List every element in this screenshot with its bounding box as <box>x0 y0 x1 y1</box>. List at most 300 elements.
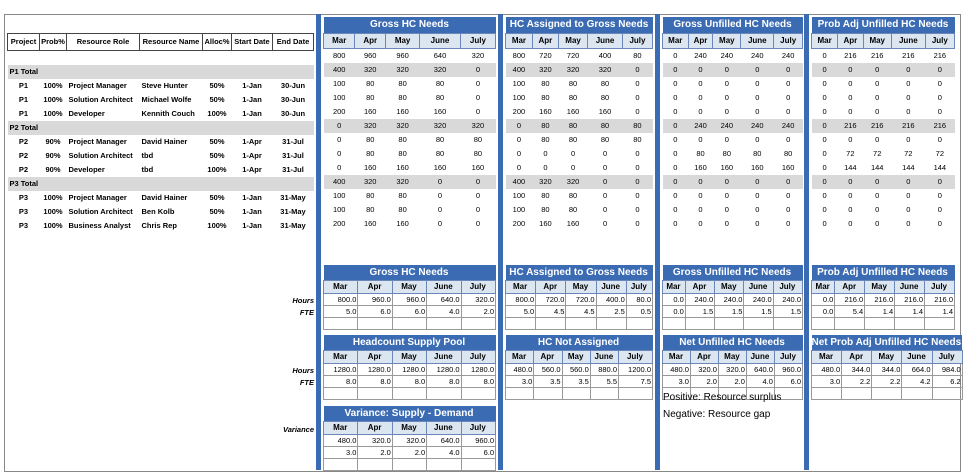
value-cell: 320.0 <box>358 435 392 447</box>
value-cell: 72 <box>935 149 945 158</box>
value-cell: 2.0 <box>392 447 426 459</box>
month-cell: Apr <box>358 281 392 294</box>
summary-row <box>324 364 496 376</box>
value-cell: 0 <box>635 191 640 200</box>
value-cell: 0 <box>822 79 827 88</box>
value-cell: 984.0 <box>932 364 962 376</box>
value-cell: 80 <box>435 93 445 102</box>
block-row <box>663 203 803 217</box>
resource-row <box>8 191 314 205</box>
value-cell: 0 <box>420 175 461 189</box>
month-cell: Apr <box>842 351 872 364</box>
value-cell: 100 <box>332 93 346 102</box>
summary-title: HC Not Assigned <box>506 335 653 351</box>
value-cell: 1.5 <box>744 306 773 318</box>
value-cell: 0 <box>713 175 741 189</box>
value-cell: 0 <box>812 63 838 77</box>
value-cell: 800.0 <box>324 294 358 306</box>
value-cell: 80 <box>366 149 375 158</box>
cell: P2 <box>18 165 29 174</box>
value-cell: 0 <box>460 63 495 77</box>
value-cell: 1280.0 <box>392 364 426 376</box>
value-cell: 80 <box>783 149 793 158</box>
value-cell: 344.0 <box>842 364 872 376</box>
value-cell: 80 <box>398 191 407 200</box>
value-cell: 0 <box>848 219 853 228</box>
value-cell: 0 <box>602 219 608 228</box>
summary-block <box>323 265 496 330</box>
cell: 50% <box>209 193 225 202</box>
value-cell: 100 <box>512 205 526 214</box>
value-cell: 0 <box>786 205 791 214</box>
value-cell: 0 <box>724 135 729 144</box>
block-row <box>663 189 803 203</box>
value-cell: 0 <box>475 191 480 200</box>
value-cell: 1280.0 <box>427 364 461 376</box>
block-row <box>506 91 653 105</box>
value-cell: 80 <box>753 149 762 158</box>
block-row <box>663 133 803 147</box>
cell: P3 <box>18 221 29 230</box>
value-cell: 1200.0 <box>619 364 653 376</box>
value-cell: 80 <box>633 135 642 144</box>
value-cell: 0 <box>724 79 729 88</box>
block-title: Prob Adj Unfilled HC Needs <box>812 17 955 34</box>
value-cell: 240 <box>720 51 734 60</box>
value-cell: 0 <box>337 135 342 144</box>
divider <box>655 14 660 470</box>
value-cell: 320 <box>532 63 558 77</box>
value-cell: 320 <box>355 175 386 189</box>
block-row <box>663 77 803 91</box>
value-cell: 320 <box>386 63 420 77</box>
block-title: HC Assigned to Gross Needs <box>506 17 653 34</box>
month-cell: Mar <box>324 34 355 49</box>
block-row <box>812 119 955 133</box>
value-cell: 8.0 <box>427 376 461 388</box>
month-header <box>324 351 496 364</box>
value-cell: 400 <box>324 63 355 77</box>
value-cell: 0 <box>875 79 880 88</box>
value-cell: 0 <box>937 205 942 214</box>
block-row <box>506 105 653 119</box>
month-cell: Mar <box>506 34 533 49</box>
value-cell: 80 <box>366 205 375 214</box>
cell: David Hainer <box>141 137 188 146</box>
value-cell: 80 <box>541 205 550 214</box>
value-cell: 240 <box>694 51 707 60</box>
month-cell: May <box>392 422 426 435</box>
block-row <box>324 175 496 189</box>
summary-row <box>324 435 496 447</box>
value-cell: 160 <box>539 107 552 116</box>
value-cell: 216 <box>925 119 954 133</box>
value-cell: 0 <box>822 149 827 158</box>
value-cell: 0 <box>741 175 774 189</box>
value-cell: 240 <box>781 51 795 60</box>
month-header <box>663 281 803 294</box>
block-row <box>663 49 803 64</box>
cell <box>140 65 203 79</box>
block-row <box>663 63 803 77</box>
block-row <box>324 217 496 231</box>
value-cell: 0 <box>698 79 703 88</box>
cell <box>40 121 67 135</box>
value-cell: 0 <box>822 107 827 116</box>
value-cell: 240 <box>774 119 803 133</box>
month-cell: Apr <box>536 281 566 294</box>
month-cell: May <box>865 281 895 294</box>
value-cell: 0 <box>755 191 760 200</box>
value-cell: 0 <box>437 191 443 200</box>
month-cell: Apr <box>534 351 562 364</box>
value-cell: 160 <box>363 219 377 228</box>
block-row <box>812 105 955 119</box>
month-cell: Apr <box>358 351 392 364</box>
cell: Ben Kolb <box>141 207 175 216</box>
value-cell: 160 <box>720 163 734 172</box>
summary-row <box>506 306 653 318</box>
value-cell: 0 <box>848 205 853 214</box>
block-row <box>812 91 955 105</box>
value-cell: 0 <box>822 205 827 214</box>
value-cell: 80 <box>366 191 375 200</box>
block-row <box>663 147 803 161</box>
value-cell: 0 <box>437 219 443 228</box>
block-row <box>324 77 496 91</box>
value-cell: 2.0 <box>461 306 495 318</box>
value-cell: 80 <box>366 79 375 88</box>
value-cell: 80 <box>435 135 445 144</box>
value-cell: 320 <box>558 63 587 77</box>
column-header: Project <box>8 34 40 51</box>
value-cell: 2.0 <box>690 376 718 388</box>
column-header: End Date <box>273 34 314 51</box>
value-cell: 0 <box>848 93 853 102</box>
month-cell: Apr <box>690 351 718 364</box>
summary-block <box>662 265 803 330</box>
value-cell: 160 <box>781 163 795 172</box>
cell: 1-Jan <box>242 95 262 104</box>
cell: 50% <box>209 207 225 216</box>
summary-title: Gross HC Needs <box>324 265 496 281</box>
value-cell: 960 <box>396 51 409 60</box>
cell: 31-May <box>280 221 306 230</box>
value-cell: 960 <box>363 51 377 60</box>
block-row <box>663 161 803 175</box>
value-cell: 480.0 <box>663 364 691 376</box>
value-cell: 216 <box>902 51 915 60</box>
block-row <box>663 119 803 133</box>
block-row <box>812 161 955 175</box>
value-cell: 0 <box>925 175 954 189</box>
value-cell: 80 <box>541 135 550 144</box>
block-row <box>506 175 653 189</box>
value-cell: 800 <box>512 51 526 60</box>
value-cell: 80 <box>568 93 578 102</box>
summary-title: HC Assigned to Gross Needs <box>506 265 653 281</box>
month-cell: June <box>420 34 461 49</box>
cell: 90% <box>45 165 61 174</box>
value-cell: 200 <box>332 219 346 228</box>
month-cell: May <box>715 281 744 294</box>
resource-row <box>8 93 314 107</box>
value-cell: 0 <box>698 205 703 214</box>
summary-row <box>324 447 496 459</box>
month-cell: June <box>427 422 461 435</box>
value-cell: 0 <box>906 93 911 102</box>
summary-row <box>663 306 803 318</box>
resource-row <box>8 219 314 233</box>
value-cell: 0 <box>698 135 703 144</box>
value-cell: 160 <box>433 107 447 116</box>
value-cell: 0.0 <box>812 306 835 318</box>
value-cell: 80 <box>366 93 375 102</box>
value-cell: 480.0 <box>324 435 358 447</box>
cell: P1 <box>18 81 29 90</box>
value-cell: 0 <box>822 51 827 60</box>
value-cell: 0 <box>337 149 342 158</box>
value-cell: 0 <box>663 63 689 77</box>
value-cell: 5.0 <box>506 306 536 318</box>
value-cell: 0 <box>673 205 678 214</box>
needs-block <box>662 17 803 231</box>
summary-title: Variance: Supply - Demand <box>324 406 496 422</box>
month-cell: July <box>925 281 955 294</box>
value-cell: 200 <box>512 219 526 228</box>
value-cell: 80 <box>541 93 550 102</box>
value-cell: 240.0 <box>773 294 802 306</box>
value-cell: 320.0 <box>392 435 426 447</box>
month-cell: Apr <box>685 281 714 294</box>
row-label: Variance <box>283 425 314 434</box>
value-cell: 216.0 <box>865 294 895 306</box>
block-row <box>324 105 496 119</box>
value-cell: 80 <box>435 79 445 88</box>
value-cell: 0 <box>822 219 827 228</box>
column-header: Prob% <box>40 34 67 51</box>
value-cell: 0 <box>822 191 827 200</box>
value-cell: 216.0 <box>895 294 925 306</box>
value-cell: 240 <box>713 119 741 133</box>
value-cell: 3.0 <box>506 376 534 388</box>
cell: 1-Jan <box>242 221 262 230</box>
cell: 1-Jan <box>242 109 262 118</box>
month-cell: June <box>744 281 773 294</box>
cell: 30-Jun <box>280 109 306 118</box>
value-cell: 0 <box>937 107 942 116</box>
summary-title: Prob Adj Unfilled HC Needs <box>812 265 955 281</box>
value-cell: 640.0 <box>746 364 774 376</box>
value-cell: 80 <box>398 205 407 214</box>
block-row <box>506 147 653 161</box>
value-cell: 0 <box>698 107 703 116</box>
value-cell: 0 <box>635 107 640 116</box>
value-cell: 5.5 <box>590 376 618 388</box>
cell <box>67 121 140 135</box>
value-cell: 0 <box>673 149 678 158</box>
value-cell: 0 <box>516 149 522 158</box>
month-cell: Mar <box>324 422 358 435</box>
summary-row <box>324 376 496 388</box>
value-cell: 0 <box>925 63 954 77</box>
block-row <box>812 203 955 217</box>
value-cell: 160 <box>471 163 485 172</box>
cell: 90% <box>45 151 61 160</box>
cell <box>232 121 273 135</box>
block-row <box>324 161 496 175</box>
value-cell: 80 <box>568 191 578 200</box>
value-cell: 72 <box>904 149 913 158</box>
summary-row <box>324 306 496 318</box>
cell <box>40 65 67 79</box>
value-cell: 0 <box>875 135 880 144</box>
cell: 100% <box>43 207 63 216</box>
cell: P2 Total <box>8 121 40 135</box>
column-header: Start Date <box>232 34 273 51</box>
value-cell: 0 <box>635 93 640 102</box>
block-row <box>812 49 955 64</box>
divider <box>316 14 321 470</box>
cell: 100% <box>43 95 63 104</box>
summary-block <box>662 335 803 400</box>
value-cell: 0 <box>838 175 863 189</box>
value-cell: 0 <box>848 79 853 88</box>
resource-row <box>8 205 314 219</box>
month-cell: Mar <box>812 34 838 49</box>
month-cell: July <box>619 351 653 364</box>
resource-row <box>8 135 314 149</box>
month-cell: July <box>622 34 652 49</box>
block-row <box>324 49 496 64</box>
month-header <box>812 281 955 294</box>
cell: 50% <box>209 81 225 90</box>
value-cell: 160 <box>598 107 612 116</box>
cell <box>232 51 273 66</box>
value-cell: 400 <box>324 175 355 189</box>
cell <box>273 51 314 66</box>
value-cell: 480.0 <box>812 364 842 376</box>
month-header <box>812 351 963 364</box>
block-row <box>663 105 803 119</box>
value-cell: 80 <box>600 79 610 88</box>
value-cell: 1.5 <box>685 306 714 318</box>
cell: P1 <box>18 109 29 118</box>
cell <box>203 51 232 66</box>
block-row <box>812 217 955 231</box>
value-cell: 640.0 <box>427 435 461 447</box>
value-cell: 0 <box>863 63 891 77</box>
value-cell: 144 <box>902 163 915 172</box>
value-cell: 80 <box>435 149 445 158</box>
needs-block <box>811 17 955 231</box>
value-cell: 0 <box>475 107 480 116</box>
value-cell: 80 <box>398 135 407 144</box>
value-cell: 0 <box>543 149 548 158</box>
value-cell: 720 <box>566 51 580 60</box>
cell: Chris Rep <box>141 221 177 230</box>
cell: Developer <box>68 109 105 118</box>
value-cell: 640 <box>433 51 447 60</box>
value-cell: 100 <box>512 191 526 200</box>
value-cell: 3.5 <box>562 376 590 388</box>
row-label: FTE <box>299 308 314 317</box>
month-cell: May <box>863 34 891 49</box>
value-cell: 0 <box>673 107 678 116</box>
cell <box>67 51 140 66</box>
value-cell: 0 <box>475 205 480 214</box>
value-cell: 1.4 <box>865 306 895 318</box>
value-cell: 0 <box>755 93 760 102</box>
value-cell: 0.0 <box>663 294 686 306</box>
value-cell: 80 <box>696 149 705 158</box>
cell: 31-May <box>280 207 306 216</box>
value-cell: 0 <box>755 107 760 116</box>
value-cell: 0 <box>475 219 480 228</box>
value-cell: 80 <box>722 149 731 158</box>
value-cell: 320 <box>558 175 587 189</box>
month-cell: June <box>741 34 774 49</box>
value-cell: 0 <box>673 163 678 172</box>
value-cell: 0 <box>724 93 729 102</box>
row-label: Hours <box>292 366 314 375</box>
value-cell: 100 <box>332 191 346 200</box>
value-cell: 80.0 <box>626 294 652 306</box>
value-cell: 960.0 <box>461 435 495 447</box>
value-cell: 960.0 <box>392 294 426 306</box>
value-cell: 320.0 <box>690 364 718 376</box>
cell: 30-Jun <box>280 95 306 104</box>
value-cell: 344.0 <box>872 364 902 376</box>
needs-block <box>505 17 653 231</box>
value-cell: 800 <box>332 51 346 60</box>
value-cell: 80 <box>532 119 558 133</box>
cell: Business Analyst <box>68 221 131 230</box>
value-cell: 400 <box>598 51 612 60</box>
value-cell: 0 <box>786 79 791 88</box>
value-cell: 8.0 <box>392 376 426 388</box>
value-cell: 0 <box>622 175 652 189</box>
summary-row <box>663 294 803 306</box>
value-cell: 0 <box>755 219 760 228</box>
month-header <box>324 422 496 435</box>
value-cell: 240 <box>741 119 774 133</box>
resource-row <box>8 163 314 177</box>
month-cell: Apr <box>838 34 863 49</box>
value-cell: 0 <box>602 163 608 172</box>
value-cell: 560.0 <box>534 364 562 376</box>
cell <box>40 51 67 66</box>
block-row <box>324 133 496 147</box>
summary-row <box>506 294 653 306</box>
resource-row <box>8 79 314 93</box>
value-cell: 320 <box>460 119 495 133</box>
value-cell: 160 <box>694 163 707 172</box>
month-cell: Mar <box>812 351 842 364</box>
block-row <box>506 49 653 64</box>
resource-header-row <box>8 34 314 51</box>
cell: 50% <box>209 95 225 104</box>
value-cell: 200 <box>512 107 526 116</box>
value-cell: 0 <box>673 191 678 200</box>
cell: P3 <box>18 207 29 216</box>
block-row <box>324 189 496 203</box>
block-row <box>506 217 653 231</box>
month-cell: July <box>461 281 495 294</box>
cell: 90% <box>45 137 61 146</box>
column-header: Resource Role <box>67 34 140 51</box>
cell <box>232 65 273 79</box>
